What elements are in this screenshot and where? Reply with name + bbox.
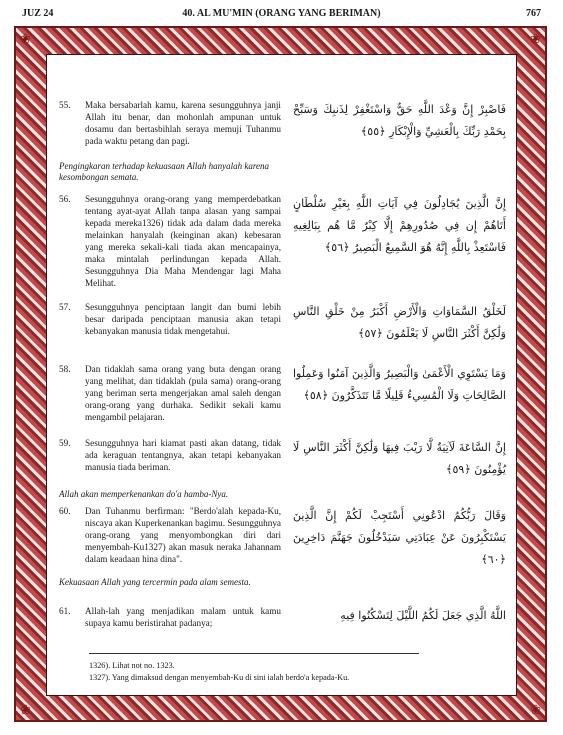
verse-translation: Maka bersabarlah kamu, karena sesungguhnya janji Allah itu benar, dan mohonlah ampunan untuk dosamu dan bertasbihlah seraya memuji Tuhanmu pada waktu petang dan pagi. xyxy=(85,100,281,146)
verse-number: 56. xyxy=(59,194,71,204)
section-heading: Pengingkaran terhadap kekuasaan Allah hanyalah karena kesombongan semata. xyxy=(59,161,270,182)
page-number: 767 xyxy=(526,8,541,19)
corner-ornament-icon: ❀ xyxy=(530,31,541,46)
verse-arabic: إِنَّ الَّذِينَ يُجَادِلُونَ فِي آيَاتِ اللَّهِ بِغَيْرِ سُلْطَانٍ أَتَاهُمْ إِن فِي صُدُورِهِمْ إِلَّا كِبْرٌ مَّا هُم بِبَالِغِيهِ فَاسْتَعِذْ بِاللَّهِ إِنَّهُ هُوَ السَّمِيعُ الْبَصِيرُ ﴿٥٦﴾ xyxy=(293,197,506,254)
verse-arabic: إِنَّ السَّاعَةَ لَآتِيَةٌ لَّا رَيْبَ فِيهَا وَلَٰكِنَّ أَكْثَرَ النَّاسِ لَا يُؤْمِنُونَ ﴿٥٩﴾ xyxy=(293,441,506,476)
section-heading: Allah akan memperkenankan do'a hamba-Nya. xyxy=(59,489,229,499)
verse-translation: Allah-lah yang menjadikan malam untuk kamu supaya kamu beristirahat padanya; xyxy=(85,606,281,628)
juz-label: JUZ 24 xyxy=(22,8,54,19)
verse-arabic: فَاصْبِرْ إِنَّ وَعْدَ اللَّهِ حَقٌّ وَاسْتَغْفِرْ لِذَنبِكَ وَسَبِّحْ بِحَمْدِ رَبِّكَ بِالْعَشِيِّ وَالْإِبْكَارِ ﴿٥٥﴾ xyxy=(293,103,506,138)
page-header xyxy=(22,8,541,24)
verse-number: 60. xyxy=(59,506,71,516)
footnote: 1327). Yang dimaksud dengan menyembah-Ku di sini ialah berdo'a kepada-Ku. xyxy=(89,673,350,682)
verse-arabic: وَقَالَ رَبُّكُمُ ادْعُونِي أَسْتَجِبْ لَكُمْ إِنَّ الَّذِينَ يَسْتَكْبِرُونَ عَنْ عِبَادَتِي سَيَدْخُلُونَ جَهَنَّمَ دَاخِرِينَ ﴿٦٠﴾ xyxy=(293,509,506,566)
verse-translation: Dan tidaklah sama orang yang buta dengan orang yang melihat, dan tidaklah (pula sama) orang-orang yang beriman serta mengerjakan amal saleh dengan orang-orang yang durhaka. Sedikit sekali kamu mengambil pelajaran. xyxy=(85,364,281,422)
verse-arabic: لَخَلْقُ السَّمَاوَاتِ وَالْأَرْضِ أَكْبَرُ مِنْ خَلْقِ النَّاسِ وَلَٰكِنَّ أَكْثَرَ النَّاسِ لَا يَعْلَمُونَ ﴿٥٧﴾ xyxy=(293,305,506,340)
section-heading: Kekuasaan Allah yang tercermin pada alam semesta. xyxy=(59,577,251,587)
verse-number: 59. xyxy=(59,438,71,448)
verse-number: 61. xyxy=(59,606,71,616)
corner-ornament-icon: ❀ xyxy=(20,702,31,717)
verse-arabic: وَمَا يَسْتَوِي الْأَعْمَىٰ وَالْبَصِيرُ وَالَّذِينَ آمَنُوا وَعَمِلُوا الصَّالِحَاتِ وَلَا الْمُسِيءُ قَلِيلًا مَّا تَتَذَكَّرُونَ ﴿٥٨﴾ xyxy=(293,367,506,402)
verse-translation: Sesungguhnya penciptaan langit dan bumi lebih besar daripada penciptaan manusia akan tetapi kebanyakan manusia tidak mengetahui. xyxy=(85,302,281,336)
verse-translation: Sesungguhnya orang-orang yang memperdebatkan tentang ayat-ayat Allah tanpa alasan yang sampai kepada mereka1326) tidak ada dalam dada mereka melainkan hanyalah (keinginan akan) kebesaran yang mereka sekali-kali tiada akan mencapainya, maka mintalah perlindungan kepada Allah. Sesungguhnya Dia Maha Mendengar lagi Maha Melihat. xyxy=(85,194,281,288)
corner-ornament-icon: ❀ xyxy=(530,702,541,717)
verse-number: 57. xyxy=(59,302,71,312)
verse-number: 58. xyxy=(59,364,71,374)
corner-ornament-icon: ❀ xyxy=(20,31,31,46)
page-body xyxy=(46,54,517,696)
verse-content xyxy=(59,65,506,685)
verse-number: 55. xyxy=(59,100,71,110)
verse-arabic: اللَّهُ الَّذِي جَعَلَ لَكُمُ اللَّيْلَ لِتَسْكُنُوا فِيهِ xyxy=(340,609,506,622)
footnote-divider xyxy=(89,653,419,654)
ornamental-border xyxy=(14,26,547,722)
footnote: 1326). Lihat not no. 1323. xyxy=(89,661,175,670)
surah-title: 40. AL MU'MIN (ORANG YANG BERIMAN) xyxy=(182,8,381,19)
verse-translation: Dan Tuhanmu berfirman: "Berdo'alah kepada-Ku, niscaya akan Kuperkenankan bagimu. Sesungguhnya orang-orang yang menyombongkan diri dari menyembah-Ku1327) akan masuk neraka Jahannam dalam keadaan hina dina". xyxy=(85,506,281,564)
verse-translation: Sesungguhnya hari kiamat pasti akan datang, tidak ada keraguan tentangnya, akan tetapi kebanyakan manusia tiada beriman. xyxy=(85,438,281,472)
